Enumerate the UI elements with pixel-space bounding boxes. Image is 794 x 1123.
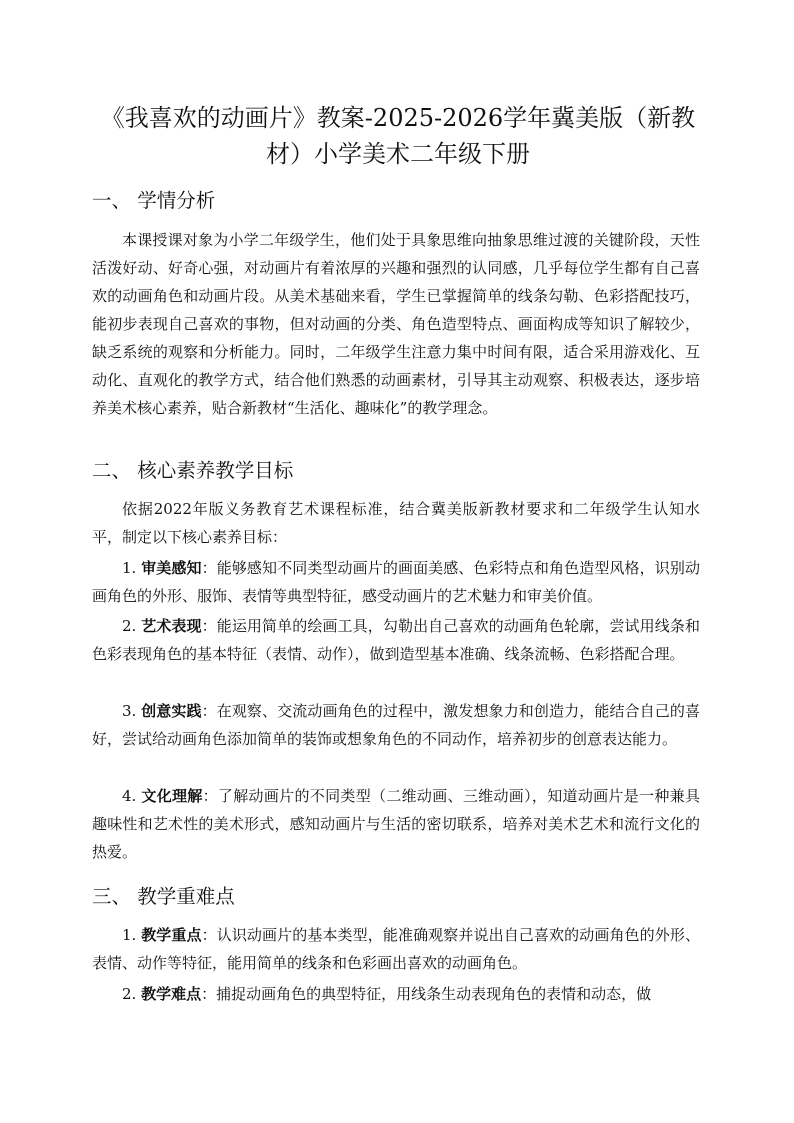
goal-item-2 [92,612,700,668]
section-heading-1: 一、 学情分析 [92,189,216,212]
section-heading-2: 二、 核心素养教学目标 [92,459,294,482]
goal-item-1-num: 1. [122,559,137,577]
section-1-paragraph: 本课授课对象为小学二年级学生，他们处于具象思维向抽象思维过渡的关键阶段，天性活泼好动、好奇心强，对动画片有着浓厚的兴趣和强烈的认同感，几乎每位学生都有自己喜欢的动画角色和动画片段。从美术基础来看，学生已掌握简单的线条勾勒、色彩搭配技巧，能初步表现自己喜欢的事物，但对动画的分类、角色造型特点、画面构成等知识了解较少，缺乏系统的观察和分析能力。同时，二年级学生注意力集中时间有限，适合采用游戏化、互动化、直观化的教学方式，结合他们熟悉的动画素材，引导其主动观察、积极表达，逐步培养美术核心素养，贴合新教材“生活化、趣味化”的教学理念。 [92,231,700,417]
goal-item-4-num: 4. [122,787,137,805]
goal-item-2-label: 艺术表现 [141,617,202,635]
goal-item-3-text: ：在观察、交流动画角色的过程中，激发想象力和创造力，能结合自己的喜好，尝试给动画角色添加简单的装饰或想象角色的不同动作，培养初步的创意表达能力。 [92,702,700,748]
goal-item-2-num: 2. [122,617,137,635]
key-item-2-label: 教学难点 [141,985,202,1003]
goal-item-1-text: ：能够感知不同类型动画片的画面美感、色彩特点和角色造型风格，识别动画角色的外形、服饰、表情等典型特征，感受动画片的艺术魅力和审美价值。 [92,559,700,605]
key-item-1-text: ：认识动画片的基本类型，能准确观察并说出自己喜欢的动画角色的外形、表情、动作等特征，能用简单的线条和色彩画出喜欢的动画角色。 [92,926,700,972]
section-2-intro: 依据2022年版义务教育艺术课程标准，结合冀美版新教材要求和二年级学生认知水平，制定以下核心素养目标： [92,500,700,546]
key-item-1 [92,921,700,977]
goal-item-3-label: 创意实践 [141,702,202,720]
goal-item-4 [92,782,700,866]
key-item-2-num: 2. [122,985,137,1003]
goal-item-1 [92,554,700,610]
key-item-2 [92,980,700,1008]
goal-item-4-text: ：了解动画片的不同类型（二维动画、三维动画），知道动画片是一种兼具趣味性和艺术性的美术形式，感知动画片与生活的密切联系，培养对美术艺术和流行文化的热爱。 [92,787,700,861]
document-title: 《我喜欢的动画片》教案-2025-2026学年冀美版（新教材）小学美术二年级下册 [100,104,696,168]
goal-item-3 [92,697,700,753]
section-heading-3: 三、 教学重难点 [92,885,235,908]
key-item-1-num: 1. [122,926,137,944]
goal-item-2-text: ：能运用简单的绘画工具，勾勒出自己喜欢的动画角色轮廓，尝试用线条和色彩表现角色的基本特征（表情、动作），做到造型基本准确、线条流畅、色彩搭配合理。 [92,617,700,663]
goal-item-3-num: 3. [122,702,137,720]
goal-item-4-label: 文化理解 [141,787,203,805]
goal-item-1-label: 审美感知 [141,559,202,577]
key-item-1-label: 教学重点 [141,926,202,944]
key-item-2-text: ：捕捉动画角色的典型特征，用线条生动表现角色的表情和动态，做 [201,985,652,1003]
